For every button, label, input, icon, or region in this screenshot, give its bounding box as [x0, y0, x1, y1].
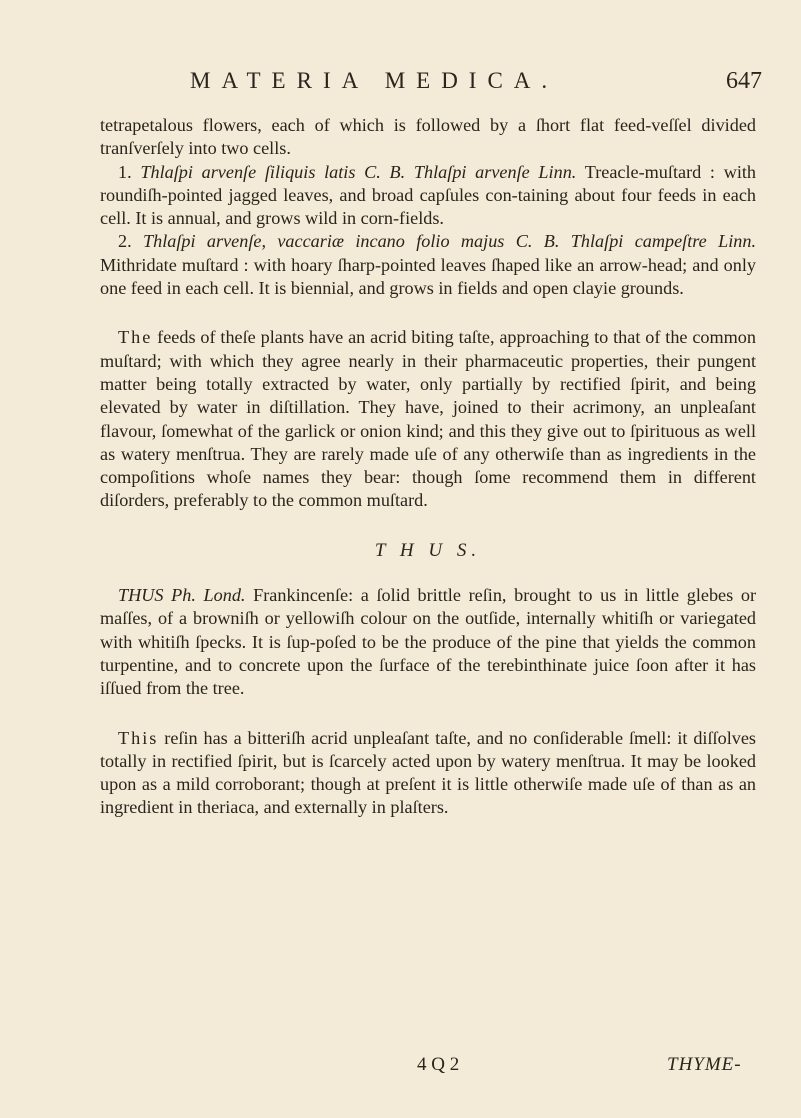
linnaean-name: Thlaſpi arvenſe Linn. — [413, 161, 577, 182]
entry-text: Frankincenſe: a ſolid brittle reſin, brought to us in little glebes or maſſes, of a browniſh or yellowiſh colour on the outſide, internally whitiſh or variegated with whitiſh ſpecks. It is ſup-poſed to be the produce of the pine that yields the common turpentine, and to concrete upon the ſurface of the terebinthinate juice ſoon after it has iſſued from the tree. — [100, 585, 757, 699]
paragraph-text: reſin has a bitteriſh acrid unpleaſant taſte, and no conſiderable ſmell: it diſſolves totally in rectified ſpirit, but is ſcarcely acted upon by watery menſtrua. It may be looked upon as a mild corroborant; though at preſent it is little otherwiſe made uſe of than as an ingredient in theriaca, and externally in plaſters. — [100, 727, 756, 818]
entry-name: THUS Ph. Lond. — [118, 585, 246, 606]
paragraph-resin — [100, 727, 756, 820]
section-heading: T H U S. — [374, 539, 482, 561]
page-number: 647 — [726, 68, 762, 94]
running-title: MATERIA MEDICA. — [190, 68, 559, 93]
entry-thus — [100, 584, 756, 700]
lead-word: The — [118, 327, 153, 348]
entry-thlaspi-campestre — [100, 230, 756, 300]
lead-word: This — [118, 727, 159, 748]
page-body — [100, 114, 756, 820]
signature-mark: 4 Q 2 — [417, 1054, 460, 1075]
catchword: THYME- — [667, 1054, 742, 1075]
latin-name: Thlaſpi arvenſe, vaccariæ incano folio majus C. B. — [143, 231, 560, 252]
paragraph-text: feeds of theſe plants have an acrid biting taſte, approaching to that of the common muſtard; with which they agree nearly in their pharmaceutic properties, their pungent matter being totally extracted by water, only partially by rectified ſpirit, and being elevated by water in diſtillation. They have, joined to their acrimony, an unpleaſant flavour, ſomewhat of the garlick or onion kind; and this they give out to ſpirituous as well as watery menſtrua. They are rarely made uſe of any otherwiſe than as ingredients in the compoſitions whoſe names they bear: though ſome recommend them in different diſorders, preferably to the common muſtard. — [100, 327, 756, 511]
continuation-paragraph: tetrapetalous flowers, each of which is followed by a ſhort flat feed-veſſel divided tranſverſely into two cells. — [100, 115, 756, 159]
latin-name: Thlaſpi arvenſe ſiliquis latis C. B. — [140, 161, 406, 182]
paragraph-seeds — [100, 326, 756, 512]
entry-number: 1. — [118, 161, 141, 182]
entry-text: Treacle-muſtard : with roundiſh-pointed jagged leaves, and broad capſules con-taining about four feeds in each cell. It is annual, and grows wild in corn-fields. — [100, 161, 757, 229]
entry-number: 2. — [118, 231, 143, 252]
entry-thlaspi-arvense — [100, 161, 756, 231]
entry-text: Mithridate muſtard : with hoary ſharp-pointed leaves ſhaped like an arrow-head; and only one feed in each cell. It is biennial, and grows in fields and open clayie grounds. — [100, 254, 756, 299]
linnaean-name: Thlaſpi campeſtre Linn. — [570, 231, 756, 252]
